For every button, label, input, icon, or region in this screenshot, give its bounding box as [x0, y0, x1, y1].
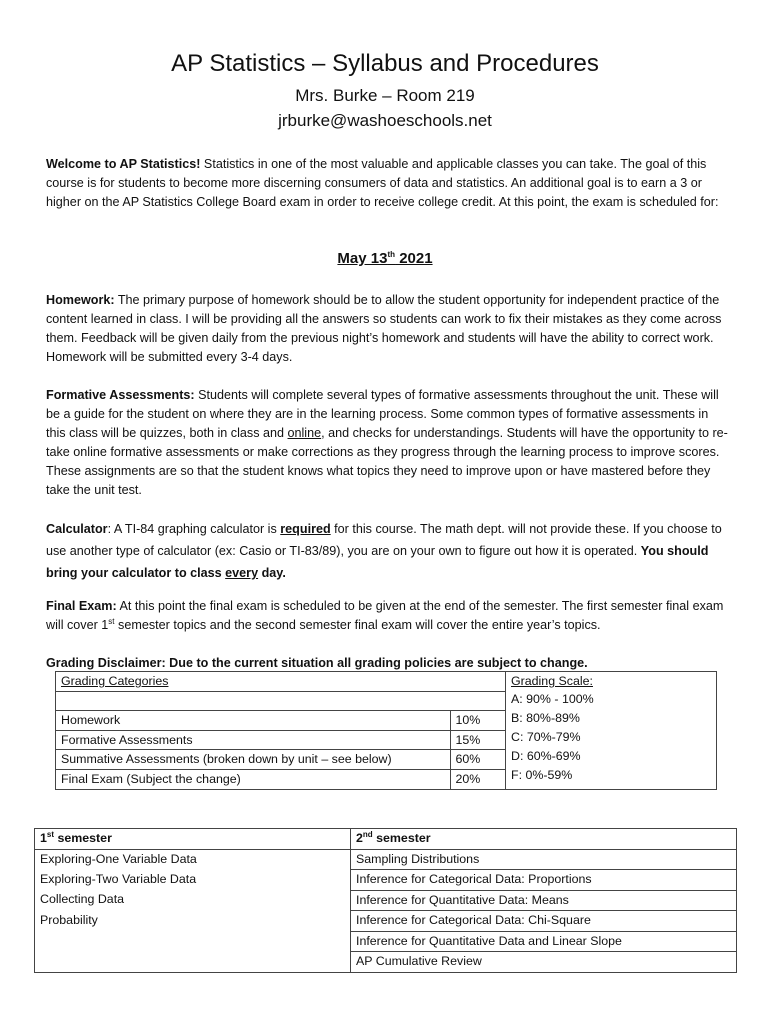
second-topic: Inference for Categorical Data: Proportions — [351, 870, 737, 891]
category-name: Summative Assessments (broken down by unit – see below) — [56, 750, 451, 770]
table-row — [35, 849, 737, 870]
first-semester-header — [35, 829, 351, 850]
first-topic-empty — [35, 931, 351, 952]
calculator-bold-1: You should bring your calculator to class — [46, 544, 709, 580]
calculator-lead: Calculator — [46, 522, 108, 536]
every-text: every — [225, 566, 259, 580]
second-semester-num: 2 — [356, 831, 363, 845]
category-name: Formative Assessments — [56, 730, 451, 750]
grading-categories-header: Grading Categories — [56, 672, 451, 692]
grading-spacer-cell — [56, 691, 506, 711]
first-topic: Exploring-Two Variable Data — [35, 870, 351, 891]
exam-date-day: May 13 — [337, 250, 388, 267]
grading-table — [55, 671, 717, 790]
final-exam-sup: st — [108, 616, 115, 626]
category-weight: 60% — [450, 750, 506, 770]
category-weight: 20% — [450, 769, 506, 789]
semester-topics-table — [34, 828, 737, 973]
final-exam-body-2: semester topics and the second semester final exam will cover the entire year’s topics. — [114, 618, 601, 632]
second-topic: AP Cumulative Review — [351, 952, 737, 973]
grading-disclaimer: Grading Disclaimer: Due to the current situation all grading policies are subject to change. — [46, 656, 588, 670]
exam-date-suffix: th — [387, 250, 396, 259]
grading-scale-header: Grading Scale: — [511, 674, 593, 688]
grade-f: F: 0%-59% — [511, 768, 573, 782]
second-topic: Sampling Distributions — [351, 849, 737, 870]
grade-d: D: 60%-69% — [511, 749, 581, 763]
formative-body-2: , and checks for understandings. Students will have the opportunity to re-take online formative assessments or make corrections as they progress through the learning process to improve scores. These assignments are so that the student knows what topics they need to improve upon or have mastered before they take the unit test. — [46, 426, 728, 497]
calculator-paragraph — [46, 518, 730, 584]
grade-c: C: 70%-79% — [511, 730, 581, 744]
second-topic: Inference for Categorical Data: Chi-Square — [351, 911, 737, 932]
teacher-room: Mrs. Burke – Room 219 — [295, 86, 475, 105]
formative-lead: Formative Assessments: — [46, 388, 195, 402]
second-topic: Inference for Quantitative Data and Linear Slope — [351, 931, 737, 952]
homework-paragraph — [46, 291, 730, 367]
exam-date-year: 2021 — [395, 250, 433, 267]
grading-header-row — [56, 672, 717, 692]
calculator-body-2: for this course. The math dept. will not provide these. If you choose to use another type of calculator (ex: Casio or TI-83/89), you are on your own to figure out how it is operated. — [46, 522, 722, 558]
final-exam-body-1: At this point the final exam is scheduled to be given at the end of the semester. The first semester final exam will cover 1 — [46, 599, 724, 632]
final-exam-paragraph — [46, 597, 730, 635]
second-topic: Inference for Quantitative Data: Means — [351, 890, 737, 911]
online-link[interactable]: online — [287, 426, 322, 440]
teacher-email: jrburke@washoeschools.net — [278, 111, 492, 130]
first-semester-label: semester — [54, 831, 112, 845]
table-row — [35, 952, 737, 973]
semester-header-row — [35, 829, 737, 850]
calculator-body-1: : A TI-84 graphing calculator is — [107, 522, 281, 536]
homework-lead: Homework: — [46, 293, 115, 307]
category-name: Final Exam (Subject the change) — [56, 769, 451, 789]
first-topic: Collecting Data — [35, 890, 351, 911]
table-row — [35, 870, 737, 891]
first-topic-empty — [35, 952, 351, 973]
grading-blank-cell — [450, 672, 506, 692]
second-semester-sup: nd — [362, 829, 373, 839]
second-semester-header — [351, 829, 737, 850]
grade-b: B: 80%-89% — [511, 711, 580, 725]
table-row — [35, 890, 737, 911]
calculator-bold-2: day. — [258, 566, 286, 580]
exam-date — [0, 250, 770, 267]
first-topic: Probability — [35, 911, 351, 932]
formative-paragraph — [46, 386, 730, 500]
grading-scale-cell — [506, 672, 717, 790]
table-row — [35, 911, 737, 932]
first-semester-num: 1 — [40, 831, 47, 845]
grade-a: A: 90% - 100% — [511, 692, 594, 706]
second-semester-label: semester — [372, 831, 431, 845]
homework-body: The primary purpose of homework should be to allow the student opportunity for independent practice of the content learned in class. I will be providing all the answers so students can work to fix their mistakes as they come across them. Feedback will be given daily from the previous night’s homework and students will have the ability to correct work. Homework will be submitted every 3-4 days. — [46, 293, 722, 364]
category-weight: 10% — [450, 711, 506, 731]
category-name: Homework — [56, 711, 451, 731]
welcome-body: Statistics in one of the most valuable and applicable classes you can take. The goal of this course is for students to become more discerning consumers of data and statistics. An additional goal is to earn a 3 or higher on the AP Statistics College Board exam in order to receive college credit. At this point, the exam is scheduled for: — [46, 157, 719, 209]
first-topic: Exploring-One Variable Data — [35, 849, 351, 870]
final-exam-lead: Final Exam: — [46, 599, 117, 613]
required-text: required — [280, 522, 331, 536]
welcome-lead: Welcome to AP Statistics! — [46, 157, 201, 171]
page-title: AP Statistics – Syllabus and Procedures — [171, 50, 599, 77]
category-weight: 15% — [450, 730, 506, 750]
welcome-paragraph — [46, 155, 730, 212]
formative-body-1: Students will complete several types of formative assessments throughout the unit. These will be a guide for the student on where they are in the learning process. Some common types of formative assessments in this class will be quizzes, both in class and — [46, 388, 719, 440]
first-semester-sup: st — [46, 829, 55, 839]
table-row — [35, 931, 737, 952]
